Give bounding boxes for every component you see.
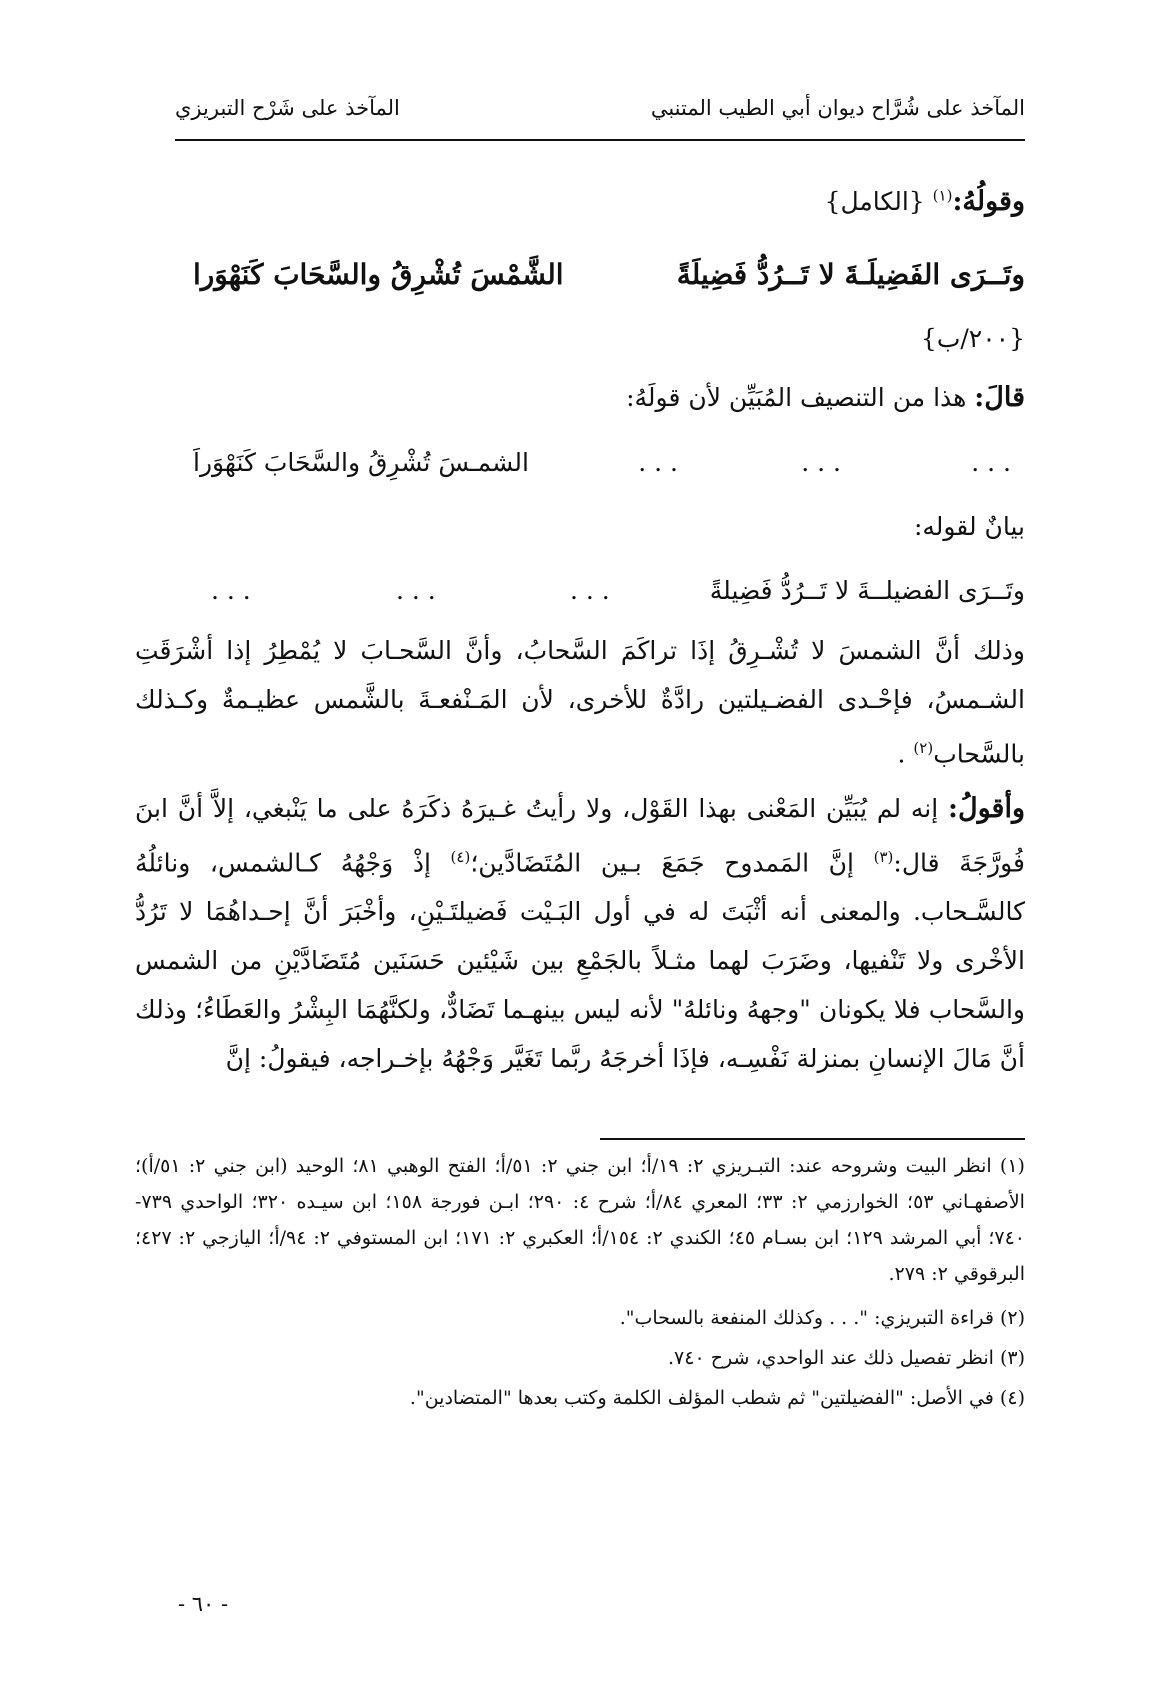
verse2-second-hemistich: الشمـسَ تُشْرِقُ والسَّحَابَ كَنَهْوَراَ — [193, 448, 529, 477]
header-section-title: المآخذ على شَرْح التبريزي — [175, 96, 400, 120]
footnote-ref-2[interactable]: (٢) — [913, 739, 934, 757]
paragraph-commentary — [135, 784, 1025, 1083]
commentary-text-a: إنه لم يُبَيِّن المَعْنى بهذا القَوْل، ولا رأيتُ غـيرَهُ ذكَرَهُ على ما يَنْبغي، إلاَّ أنَّ ابنَ فُورَّجَةَ قال: — [135, 794, 1025, 878]
paragraph-explanation — [135, 626, 1025, 778]
aqulu-label: وأقولُ: — [948, 793, 1025, 824]
qala-label: قالَ: — [974, 382, 1025, 413]
qala-text: هذا من التنصيف المُبَيِّن لأن قولَهُ: — [626, 383, 967, 412]
paragraph-explanation-end: . — [897, 739, 914, 769]
verse3-dots-2: . . . — [396, 576, 436, 605]
verse3-dots-1: . . . — [570, 576, 610, 605]
footnote-ref-1[interactable]: (١) — [932, 186, 953, 205]
running-header — [175, 96, 1025, 136]
header-divider — [175, 139, 1025, 141]
verse2-dots-3: . . . — [638, 448, 678, 477]
footnote-3: (٣) انظر تفصيل ذلك عند الواحدي، شرح ٧٤٠. — [668, 1347, 1025, 1369]
footnote-divider — [600, 1138, 1025, 1140]
verse1-second-hemistich: الشَّمْسَ تُشْرِقُ والسَّحَابَ كَنَهْوَرا — [193, 258, 564, 291]
qala-line — [626, 382, 1025, 413]
footnote-2: (٢) قراءة التبريزي: ". . . وكذلك المنفعة بالسحاب". — [619, 1307, 1025, 1329]
footnote-ref-4[interactable]: (٤) — [450, 848, 471, 866]
footnote-4: (٤) في الأصل: "الفضيلتين" ثم شطب المؤلف الكلمة وكتب بعدها "المتضادين". — [409, 1387, 1025, 1409]
verse-intro — [825, 186, 1025, 217]
folio-marker: {٢٠٠/ب} — [920, 324, 1025, 353]
intro-label: وقولُهُ: — [952, 186, 1025, 217]
header-book-title: المآخذ على شُرَّاح ديوان أبي الطيب المتنبي — [650, 96, 1025, 120]
verse2-dots-1: . . . — [971, 448, 1011, 477]
verse3-first-hemistich: وتَــرَى الفضيلــةَ لا تَــرُدُّ فَضِيلةً — [709, 576, 1025, 605]
commentary-text-b: إنَّ المَمدوح جَمَعَ بـين المُتَضَادَّين؛ — [470, 848, 874, 878]
verse2-dots-2: . . . — [801, 448, 841, 477]
page-number: - ٦٠ - — [178, 1592, 229, 1616]
verse3-dots-3: . . . — [211, 576, 251, 605]
footnote-1: (١) انظر البيت وشروحه عند: التبـريزي ٢: ١٩/أ؛ ابن جني ٢: ٥١/أ؛ الفتح الوهبي ٨١؛ الوحيد (ابن جني ٢: ٥١/أ)؛ الأصفهـاني ٥٣؛ الخوارزمي ٢: ٣٣؛ المعري ٨٤/أ؛ شرح ٤: ٢٩٠؛ ابـن فورجة ١٥٨؛ ابن سيـده ٣٢٠؛ الواحدي ٧٣٩- ٧٤٠؛ أبي المرشد ١٢٩؛ ابن بسـام ٤٥؛ الكندي ٢: ١٥٤/أ؛ العكبري ٢: ١٧١؛ ابن المستوفي ٢: ٩٤/أ؛ اليازجي ٢: ٤٢٧؛ البرقوقي ٢: ٢٧٩. — [135, 1155, 1025, 1285]
commentary-text-c: إذْ وَجْهُهُ كـالشمس، ونائلُهُ كالسَّـحاب. والمعنى أنه أثْبَتَ له في أول البَـيْت فَضيلتَـيْنِ، وأخْبَرَ أنَّ إحـداهُمَا لا تَرُدُّ الأخْرى ولا تَنْفيها، وضَرَبَ لهما مثـلاً بالجَمْعِ بين شَيْئين حَسَنَين مُتَضَادَّيْنِ من الشمس والسَّحاب فلا يكونان "وجههُ ونائلهُ" لأنه ليس بينهـما تَضَادٌّ، ولكنَّهُمَا البِشْرُ والعَطَاءُ؛ وذلك أنَّ مَالَ الإنسانِ بمنزلة نَفْسِـه، فإذَا أخرجَهُ ربَّما تَغَيَّر وَجْهُهُ بإخـراجه، فيقولُ: إنَّ — [135, 848, 1025, 1074]
bayan-line: بيانٌ لقوله: — [913, 512, 1025, 541]
paragraph-explanation-text: وذلك أنَّ الشمسَ لا تُشْـرِقُ إذَا تراكَمَ السَّحابُ، وأنَّ السَّحـابَ لا يُمْطِرُ إذا أشْرَقَتِ الشـمسُ، فإحْـدى الفضـيلتين رادَّةٌ للأخرى، لأن المَـنْفعـةَ بالشَّمس عظيـمةٌ وكـذلك بالسَّحاب — [135, 636, 1025, 769]
meter-label: {الكامل} — [824, 187, 925, 216]
verse1-first-hemistich: وتَــرَى الفَضِيلَـةَ لا تَــرُدُّ فَضِيلَةً — [676, 258, 1025, 291]
footnote-ref-3[interactable]: (٣) — [873, 848, 894, 866]
